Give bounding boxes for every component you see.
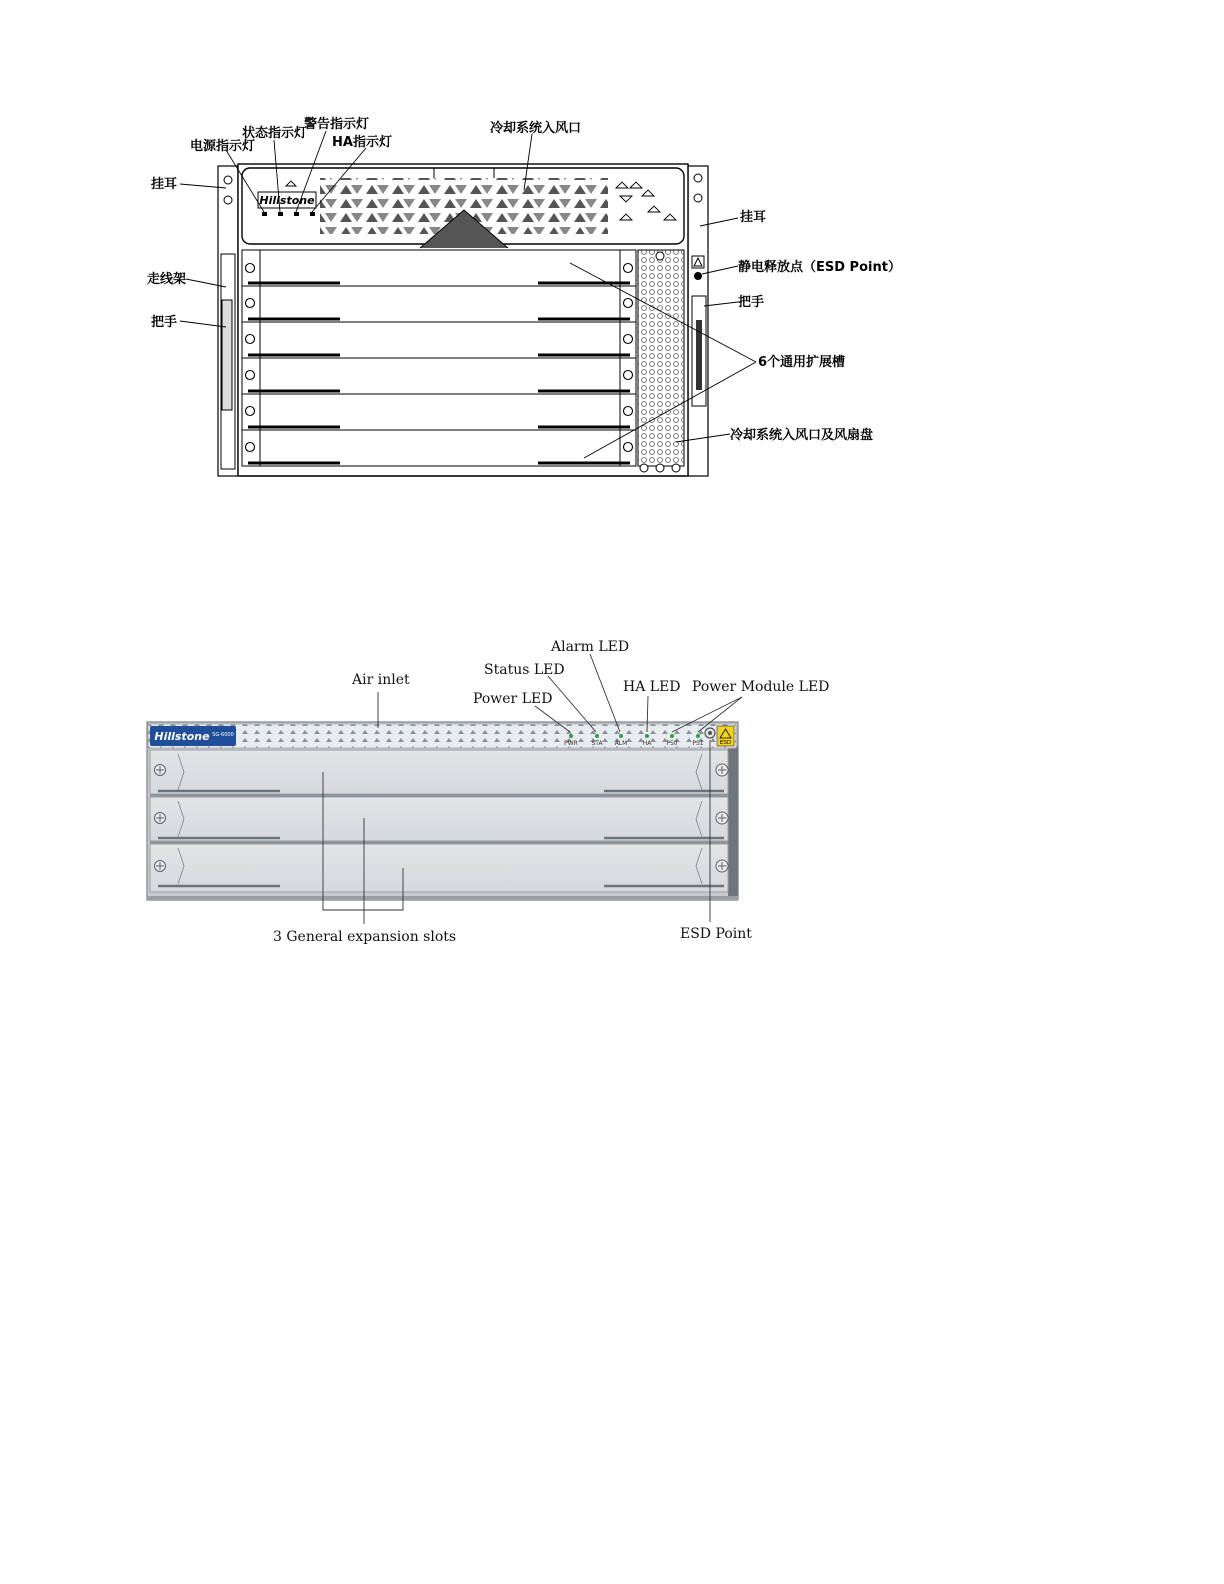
- air-inlet-label: Air inlet: [352, 672, 410, 688]
- pwr-led-text: PWR: [564, 740, 578, 747]
- fan-tray: [638, 250, 684, 466]
- sta-led-text: STA: [591, 740, 603, 747]
- expansion-slots: [242, 250, 636, 466]
- sta-led: [595, 734, 599, 738]
- esd-point-label: 静电释放点（ESD Point）: [738, 260, 901, 275]
- cable-rack-label: 走线架: [147, 272, 187, 287]
- fan-tray-label: 冷却系统入风口及风扇盘: [730, 428, 874, 443]
- logo: Hillstone: [259, 194, 315, 207]
- model-text: SG-6000: [212, 732, 234, 738]
- status-led-label: 状态指示灯: [242, 126, 308, 141]
- ps1-led-text: PS1: [692, 740, 704, 747]
- esd-point-label: ESD Point: [680, 926, 752, 942]
- power-led-label: Power LED: [473, 691, 553, 707]
- alarm-led-label: 警告指示灯: [304, 117, 370, 132]
- logo: Hillstone: [154, 730, 210, 743]
- alarm-led: [294, 212, 299, 216]
- alm-led: [619, 734, 623, 738]
- ha-led: [310, 212, 315, 216]
- ps0-led-text: PS0: [666, 740, 678, 747]
- esd-point: [694, 272, 702, 280]
- alarm-led-label: Alarm LED: [551, 639, 630, 655]
- figure2-chassis: [147, 639, 829, 945]
- esd-badge-text: ESD: [719, 740, 732, 746]
- power-led: [262, 212, 267, 216]
- left-handle-label: 把手: [151, 315, 178, 330]
- slots-label: 6个通用扩展槽: [758, 355, 846, 370]
- left-ear-label: 挂耳: [151, 177, 178, 192]
- status-led: [278, 212, 283, 216]
- power-led-label: 电源指示灯: [190, 139, 256, 154]
- ps0-led: [670, 734, 674, 738]
- slots-label: 3 General expansion slots: [273, 929, 457, 945]
- ha-led: [645, 734, 649, 738]
- figure1-chassis: [146, 116, 901, 476]
- status-led-label: Status LED: [484, 662, 565, 678]
- power-module-led-label: Power Module LED: [692, 679, 830, 695]
- ha-led-label: HA LED: [623, 679, 681, 695]
- pwr-led: [569, 734, 573, 738]
- right-handle-label: 把手: [738, 295, 765, 310]
- alm-led-text: ALM: [614, 740, 628, 747]
- air-inlet-label: 冷却系统入风口: [490, 121, 582, 136]
- expansion-slots: [150, 750, 728, 892]
- left-handle: [222, 300, 232, 410]
- ps1-led: [696, 734, 700, 738]
- ha-led-label: HA指示灯: [332, 135, 392, 150]
- right-ear-label: 挂耳: [740, 210, 767, 225]
- ha-led-text: HA: [642, 740, 652, 747]
